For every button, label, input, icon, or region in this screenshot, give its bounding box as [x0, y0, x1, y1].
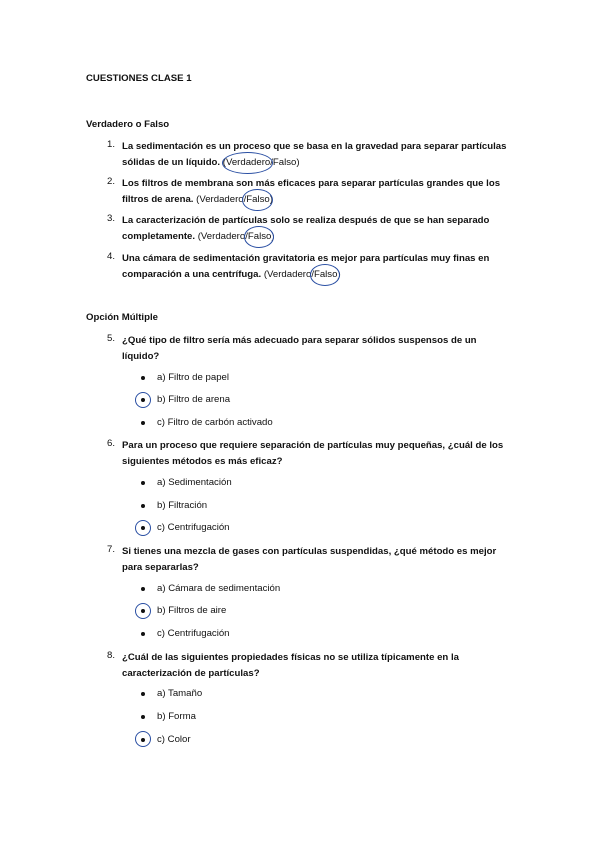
question-text: Los filtros de membrana son más eficaces para separar partículas grandes que los filtros de arena. — [122, 178, 501, 205]
option-c: c) Filtro de carbón activado — [157, 417, 273, 428]
bullet-icon — [141, 481, 145, 485]
bullet-icon — [141, 715, 145, 719]
answer-true: Verdadero — [267, 269, 312, 280]
answer-separator: / — [270, 157, 273, 168]
option-c-selected: c) Color — [157, 734, 191, 745]
selected-circle-icon — [135, 603, 151, 619]
bullet-icon — [141, 692, 145, 696]
question-text: ¿Cuál de las siguientes propiedades físicas no se utiliza típicamente en la caracterización de partículas? — [122, 652, 459, 679]
question-text: ¿Qué tipo de filtro sería más adecuado para separar sólidos suspensos de un líquido? — [122, 335, 477, 362]
answer-true-circled: Verdadero — [226, 155, 270, 171]
question-number: 6. — [106, 438, 115, 449]
option-b-selected: b) Filtros de aire — [157, 605, 227, 616]
question-text: Una cámara de sedimentación gravitatoria es mejor para partículas muy finas en comparación a una centrífuga. — [122, 253, 490, 280]
answer-separator: / — [245, 231, 248, 242]
bullet-icon — [141, 504, 145, 508]
option-a: a) Tamaño — [157, 688, 203, 699]
section-heading-true-false: Verdadero o Falso — [86, 119, 170, 130]
option-c: c) Centrifugación — [157, 628, 230, 639]
option-c-selected: c) Centrifugación — [157, 522, 230, 533]
answer-false-circled: Falso — [246, 192, 269, 208]
bullet-icon — [141, 421, 145, 425]
answer-true: Verdadero — [199, 194, 244, 205]
section-heading-multiple-choice: Opción Múltiple — [86, 312, 158, 323]
option-a: a) Filtro de papel — [157, 372, 229, 383]
document-page: CUESTIONES CLASE 1 Verdadero o Falso 1. La sedimentación es un proceso que se basa en la gravedad para separar partículas sólidas de un líquido. (Verdadero/Falso) 2. Los filtros de membrana son más eficaces para separar partículas grandes que los filtros de arena. (Verdadero/Falso) 3. La caracterización de partículas solo se realiza después de que se han separado completamente. (Verdadero/Falso) 4. Una cámara de sedimentación gravitatoria es mejor para partículas muy finas en comparación a una centrífuga. (Verdadero/Falso) Opción Múltiple 5. ¿Qué tipo de filtro sería más adecuado para separar sólidos suspensos de un líquido? a) Filtro de papel b) Filtro de arena c) Filtro de carbón activado 6. Para un proceso que requiere separación de partículas muy pequeñas, ¿cuál de los siguientes métodos es más eficaz? a) Sedimentación b) Filtración c) Centrifugación 7. Si tienes una mezcla de gases con partículas suspendidas, ¿qué método es mejor para separarlas? a) Cámara de sedimentación b) Filtros de aire c) Centrifugación 8. ¿Cuál de las siguientes propiedades físicas no se utiliza típicamente en la caracterización de partículas? a) Tamaño b) Forma c) Color — [0, 0, 600, 848]
answer-separator: / — [243, 194, 247, 205]
question-number: 8. — [106, 650, 115, 661]
answer-false: Falso — [272, 157, 297, 168]
option-b: b) Forma — [157, 711, 196, 722]
answer-separator: / — [311, 269, 314, 280]
question-text: Para un proceso que requiere separación de partículas muy pequeñas, ¿cuál de los siguientes métodos es más eficaz? — [122, 440, 504, 467]
question-text: La sedimentación es un proceso que se basa en la gravedad para separar partículas sólidas de un líquido. — [122, 141, 507, 168]
option-b: b) Filtración — [157, 500, 208, 511]
option-b-selected: b) Filtro de arena — [157, 394, 231, 405]
question-number: 5. — [106, 333, 115, 344]
question-number: 4. — [106, 251, 115, 262]
bullet-icon — [141, 587, 145, 591]
option-a: a) Cámara de sedimentación — [157, 583, 281, 594]
selected-circle-icon — [135, 520, 151, 536]
selected-circle-icon — [135, 731, 151, 747]
bullet-icon — [141, 376, 145, 380]
question-number: 2. — [106, 176, 115, 187]
answer-true: Verdadero — [200, 231, 246, 242]
document-title: CUESTIONES CLASE 1 — [86, 73, 192, 84]
answer-false-circled: Falso — [248, 229, 271, 245]
question-number: 1. — [106, 139, 115, 150]
question-text: Si tienes una mezcla de gases con partículas suspendidas, ¿qué método es mejor para separarlas? — [122, 546, 497, 573]
question-number: 3. — [106, 213, 115, 224]
bullet-icon — [141, 632, 145, 636]
question-number: 7. — [106, 544, 115, 555]
question-text: La caracterización de partículas solo se realiza después de que se han separado completamente. — [122, 215, 490, 242]
answer-false-circled: Falso — [314, 267, 337, 283]
selected-circle-icon — [135, 392, 151, 408]
option-a: a) Sedimentación — [157, 477, 232, 488]
